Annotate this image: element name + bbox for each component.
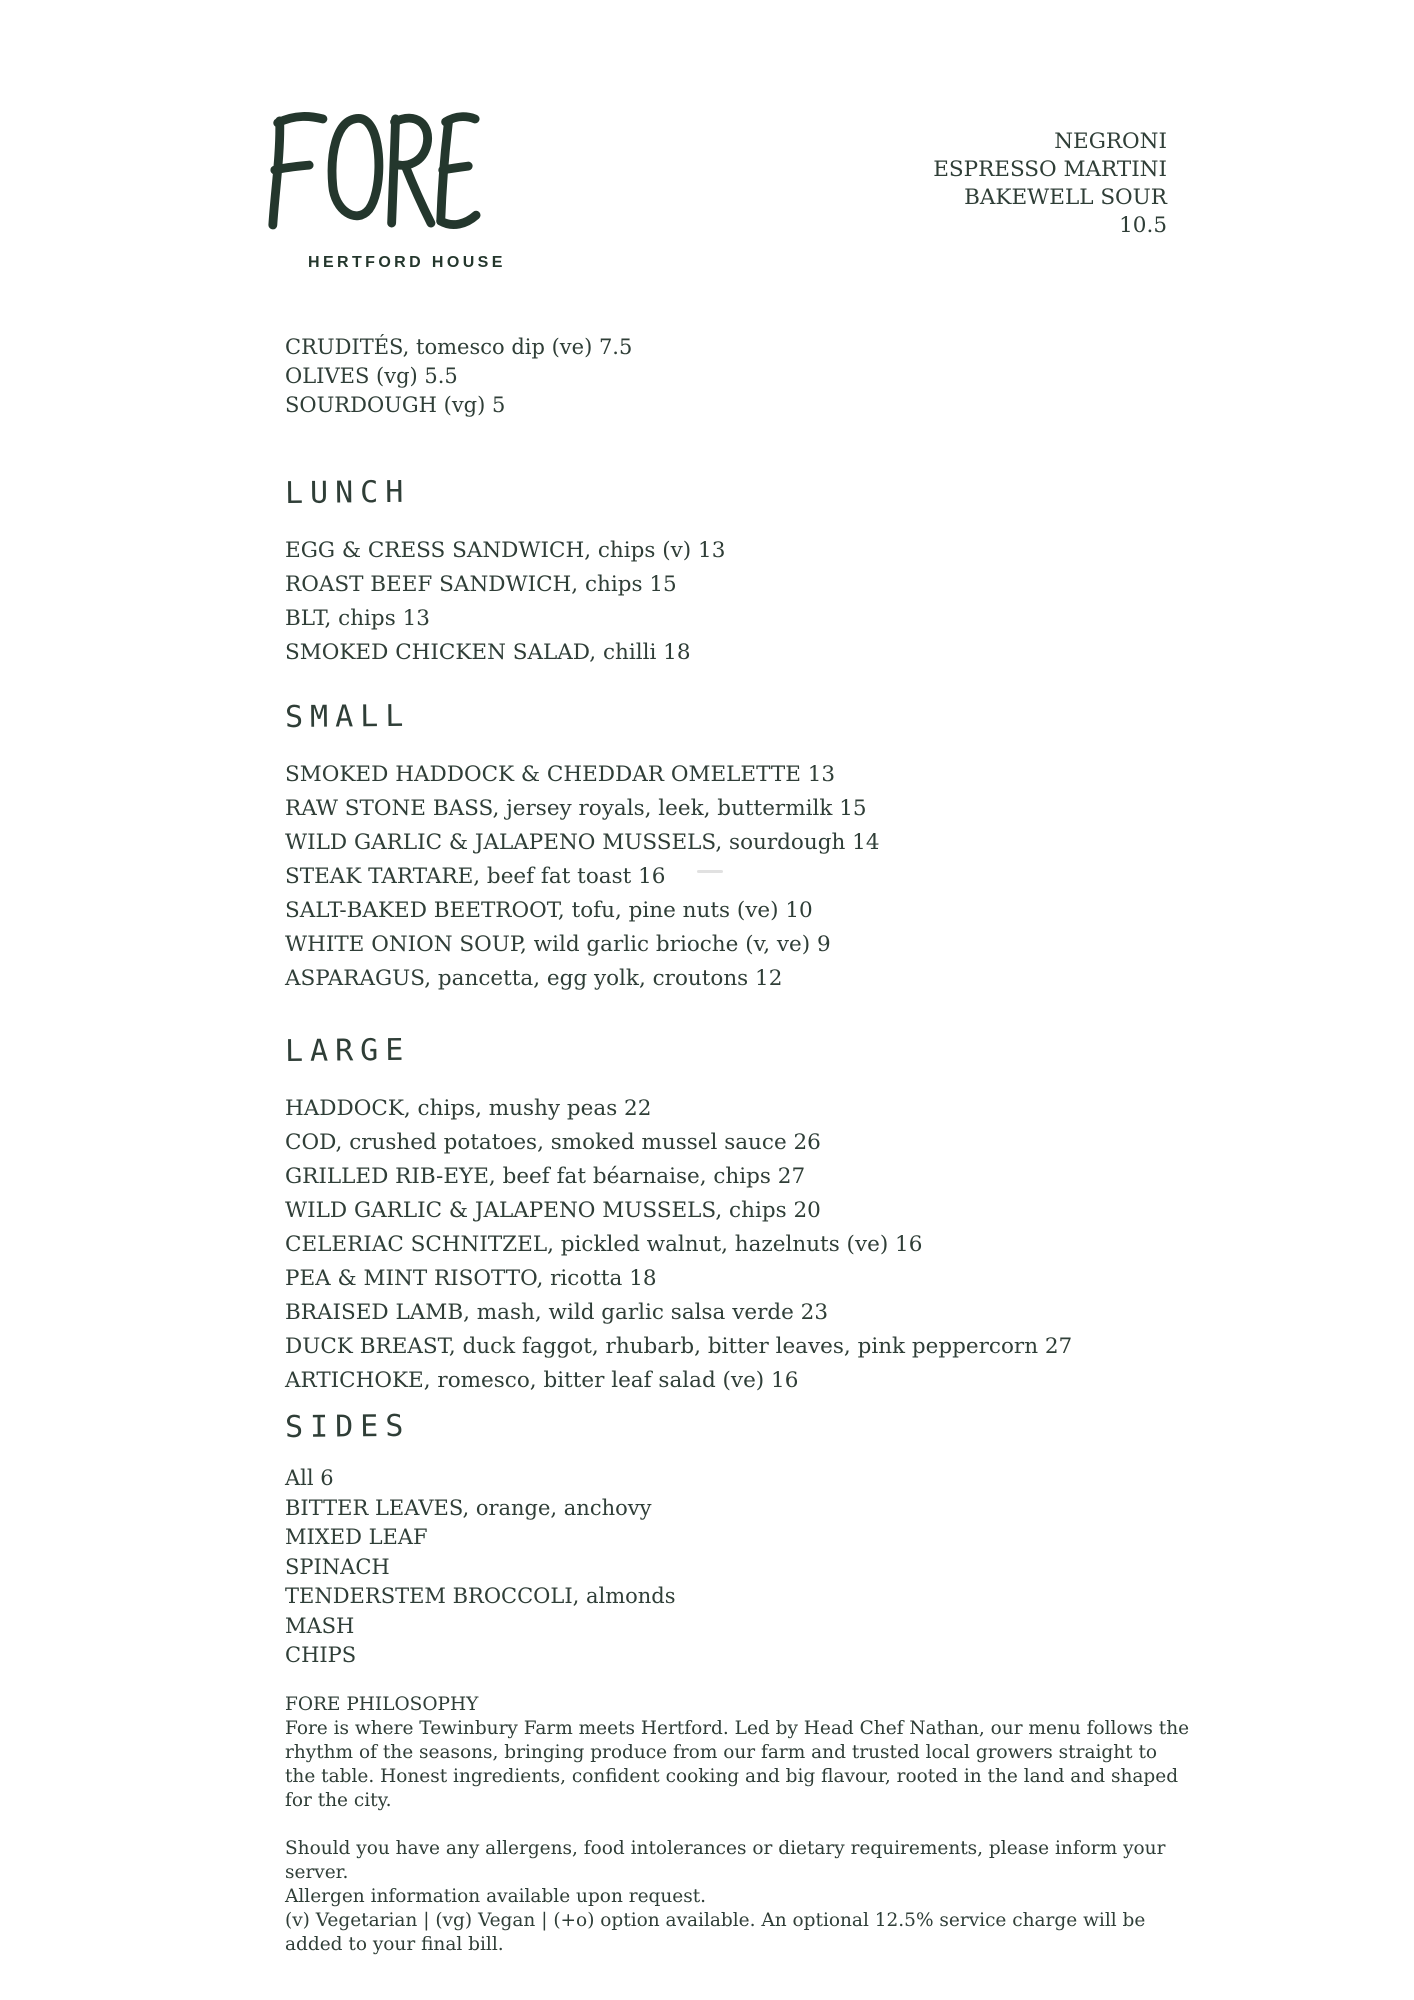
allergen-footer [285, 1837, 1230, 1957]
smudge-mark [697, 870, 723, 873]
philosophy-section [285, 1693, 1230, 1813]
menu-item: STEAK TARTARE, beef fat toast 16 [285, 864, 666, 889]
dietary-legend: (v) Vegetarian | (vg) Vegan | (+o) option available. An optional 12.5% service charge will be added to your final bill. [285, 1909, 1146, 1955]
section-sides [285, 1410, 1230, 1671]
menu-item: RAW STONE BASS, jersey royals, leek, buttermilk 15 [285, 796, 867, 821]
menu-item: ARTICHOKE, romesco, bitter leaf salad (ve) 16 [285, 1368, 799, 1393]
philosophy-body: Fore is where Tewinbury Farm meets Hertford. Led by Head Chef Nathan, our menu follows the rhythm of the seasons, bringing produce from our farm and trusted local growers straight to the table. Honest ingredients, confident cooking and big flavour, rooted in the land and shaped for the city. [285, 1717, 1190, 1811]
small-items [285, 758, 1230, 996]
menu-item: OLIVES (vg) 5.5 [285, 364, 458, 388]
section-large [285, 1034, 1230, 1398]
section-heading-small: SMALL [284, 698, 411, 735]
menu-item: CHIPS [285, 1643, 357, 1667]
fore-logo [263, 108, 481, 234]
menu-item: WILD GARLIC & JALAPENO MUSSELS, chips 20 [285, 1198, 821, 1223]
menu-item: WILD GARLIC & JALAPENO MUSSELS, sourdough 14 [285, 830, 880, 855]
menu-item: SALT-BAKED BEETROOT, tofu, pine nuts (ve) 10 [285, 898, 813, 923]
menu-item: GRILLED RIB-EYE, beef fat béarnaise, chips 27 [285, 1164, 806, 1189]
menu-item: SOURDOUGH (vg) 5 [285, 393, 506, 417]
cocktail-price: 10.5 [1119, 213, 1167, 238]
menu-item: SPINACH [285, 1554, 390, 1579]
section-small [285, 700, 1230, 996]
cocktail-item: ESPRESSO MARTINI [933, 157, 1167, 182]
fore-logo-text [263, 234, 264, 235]
cocktail-item: BAKEWELL SOUR [964, 185, 1167, 210]
section-lunch [285, 476, 1230, 670]
menu-item: DUCK BREAST, duck faggot, rhubarb, bitter leaves, pink peppercorn 27 [285, 1334, 1073, 1359]
menu-item: CELERIAC SCHNITZEL, pickled walnut, hazelnuts (ve) 16 [285, 1232, 923, 1257]
menu-item: EGG & CRESS SANDWICH, chips (v) 13 [285, 538, 726, 563]
large-items [285, 1092, 1230, 1398]
menu-item: BLT, chips 13 [285, 606, 430, 631]
philosophy-heading: FORE PHILOSOPHY [285, 1693, 479, 1715]
menu-item: CRUDITÉS, tomesco dip (ve) 7.5 [285, 335, 633, 359]
menu-item: BRAISED LAMB, mash, wild garlic salsa verde 23 [285, 1300, 829, 1325]
section-heading-lunch: LUNCH [284, 474, 411, 511]
menu-item: PEA & MINT RISOTTO, ricotta 18 [285, 1266, 657, 1291]
snacks-list [285, 333, 1230, 420]
cocktail-specials [933, 128, 1167, 240]
menu-item: MIXED LEAF [285, 1525, 428, 1549]
menu-item: TENDERSTEM BROCCOLI, almonds [285, 1584, 676, 1608]
menu-item: HADDOCK, chips, mushy peas 22 [285, 1096, 652, 1121]
menu-item: ROAST BEEF SANDWICH, chips 15 [285, 572, 677, 597]
sides-items [285, 1464, 1230, 1671]
menu-item: SMOKED CHICKEN SALAD, chilli 18 [285, 640, 691, 665]
sides-price-note: All 6 [285, 1466, 334, 1490]
menu-item: MASH [285, 1613, 355, 1638]
menu-item: ASPARAGUS, pancetta, egg yolk, croutons 12 [285, 966, 783, 991]
lunch-items [285, 534, 1230, 670]
menu-item: WHITE ONION SOUP, wild garlic brioche (v, ve) 9 [285, 932, 831, 957]
fore-logo-lettering [263, 108, 481, 234]
allergen-request-note: Allergen information available upon request. [285, 1885, 707, 1907]
section-heading-large: LARGE [284, 1032, 411, 1069]
brand-tagline: HERTFORD HOUSE [308, 254, 506, 271]
menu-item: SMOKED HADDOCK & CHEDDAR OMELETTE 13 [285, 762, 836, 787]
menu-content [285, 333, 1230, 1957]
section-heading-sides: SIDES [284, 1408, 411, 1445]
menu-item: BITTER LEAVES, orange, anchovy [285, 1495, 652, 1520]
cocktail-item: NEGRONI [1054, 129, 1167, 154]
allergen-note: Should you have any allergens, food intolerances or dietary requirements, please inform your server. [285, 1837, 1166, 1883]
menu-item: COD, crushed potatoes, smoked mussel sauce 26 [285, 1130, 821, 1155]
